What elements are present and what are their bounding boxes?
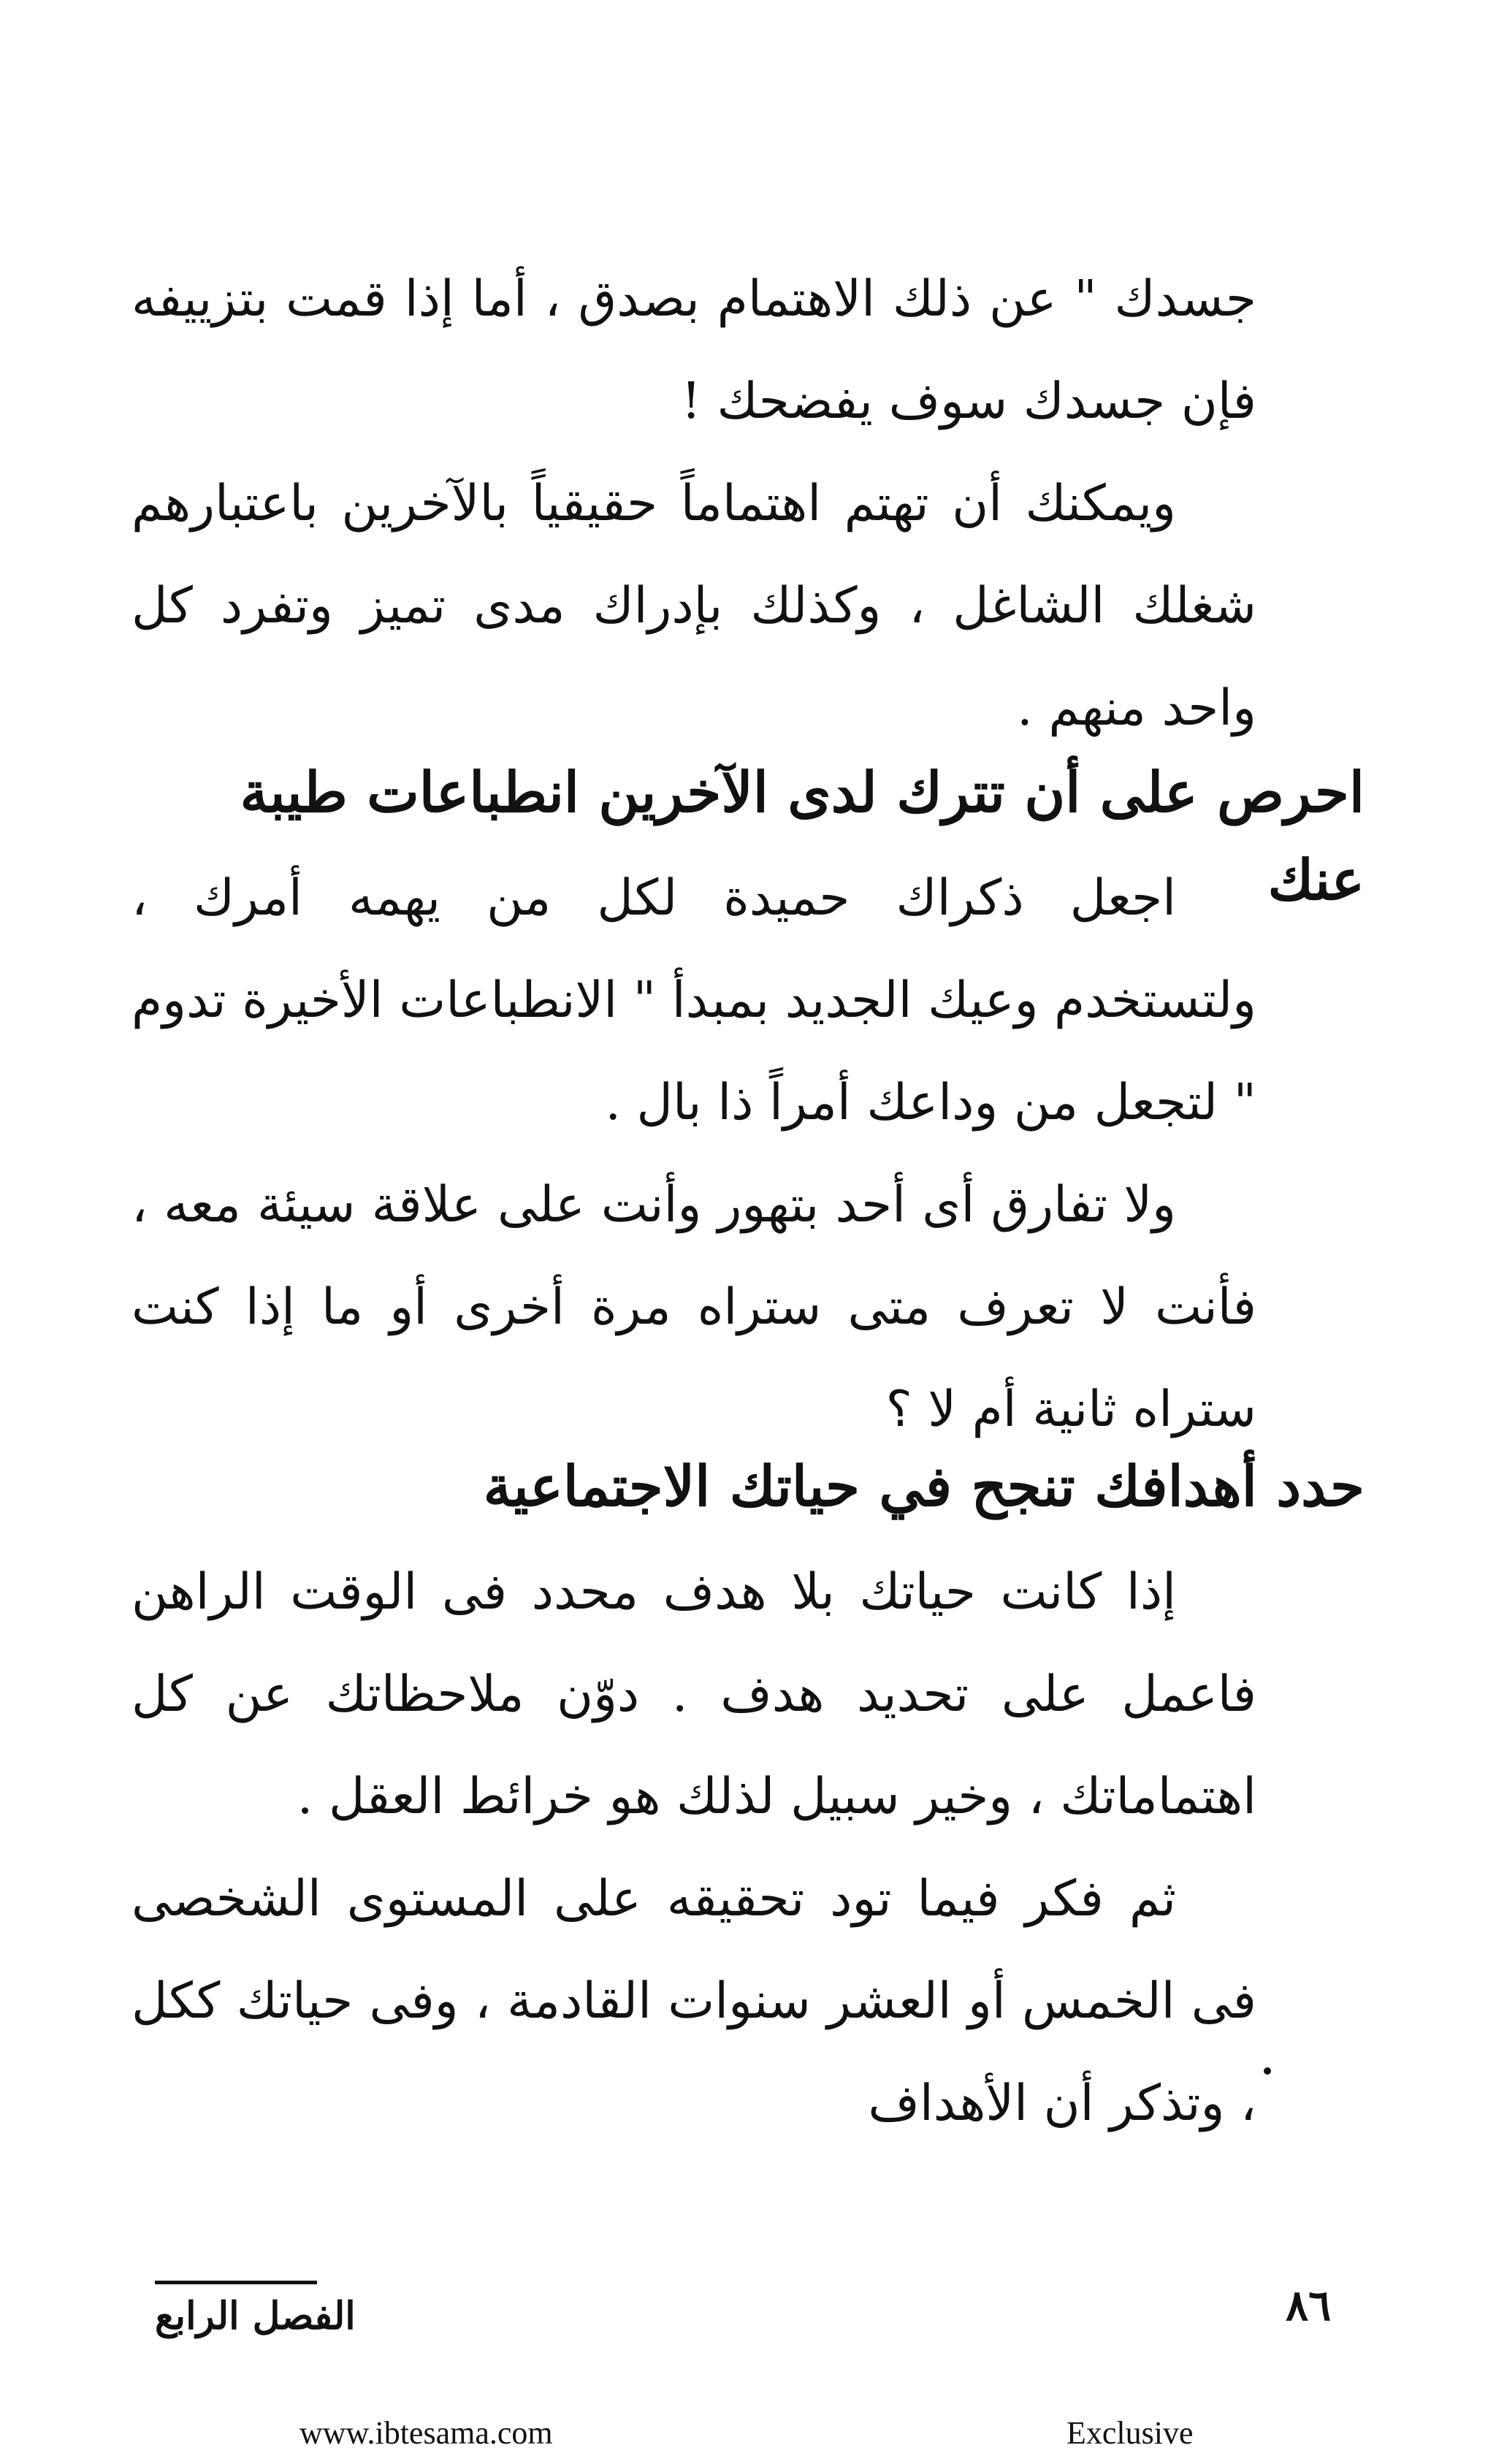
paragraph bbox=[131, 1154, 1256, 1461]
website-link[interactable]: www.ibtesama.com bbox=[299, 2415, 553, 2451]
paragraph-text: إذا كانت حياتك بلا هدف محدد فى الوقت الراهن فاعمل على تحديد هدف . دوّن ملاحظاتك عن كل اهتماماتك ، وخير سبيل لذلك هو خرائط العقل . bbox=[131, 1563, 1256, 1826]
stray-dot bbox=[1264, 2067, 1271, 2075]
chapter-title: الفصل الرابع bbox=[155, 2294, 356, 2338]
paragraph bbox=[131, 453, 1256, 760]
section-heading: احرص على أن تترك لدى الآخرين انطباعات طيبة عنك bbox=[240, 760, 1365, 912]
paragraph bbox=[131, 1541, 1256, 1848]
paragraph-text: ولا تفارق أى أحد بتهور وأنت على علاقة سيئة معه ، فأنت لا تعرف متى ستراه مرة أخرى أو ما إذا كنت ستراه ثانية أم لا ؟ bbox=[131, 1176, 1256, 1438]
paragraph-text: اجعل ذكراك حميدة لكل من يهمه أمرك ، ولتستخدم وعيك الجديد بمبدأ " الانطباعات الأخيرة تدوم " لتجعل من وداعك أمراً ذا بال . bbox=[131, 869, 1256, 1132]
section-heading: حدد أهدافك تنجح في حياتك الاجتماعية bbox=[483, 1454, 1365, 1519]
page-number: ٨٦ bbox=[1286, 2281, 1332, 2330]
footer-rule bbox=[155, 2281, 317, 2284]
paragraph-text: ثم فكر فيما تود تحقيقه على المستوى الشخصى فى الخمس أو العشر سنوات القادمة ، وفى حياتك ككل ، وتذكر أن الأهداف bbox=[131, 1870, 1256, 2132]
paragraph-text: ويمكنك أن تهتم اهتماماً حقيقياً بالآخرين باعتبارهم شغلك الشاغل ، وكذلك بإدراك مدى تميز وتفرد كل واحد منهم . bbox=[131, 475, 1256, 737]
exclusive-label: Exclusive bbox=[1066, 2415, 1194, 2451]
paragraph-text: جسدك " عن ذلك الاهتمام بصدق ، أما إذا قمت بتزييفه فإن جسدك سوف يفضحك ! bbox=[131, 270, 1256, 430]
paragraph bbox=[131, 847, 1256, 1154]
paragraph bbox=[131, 1848, 1256, 2155]
paragraph bbox=[131, 248, 1256, 453]
